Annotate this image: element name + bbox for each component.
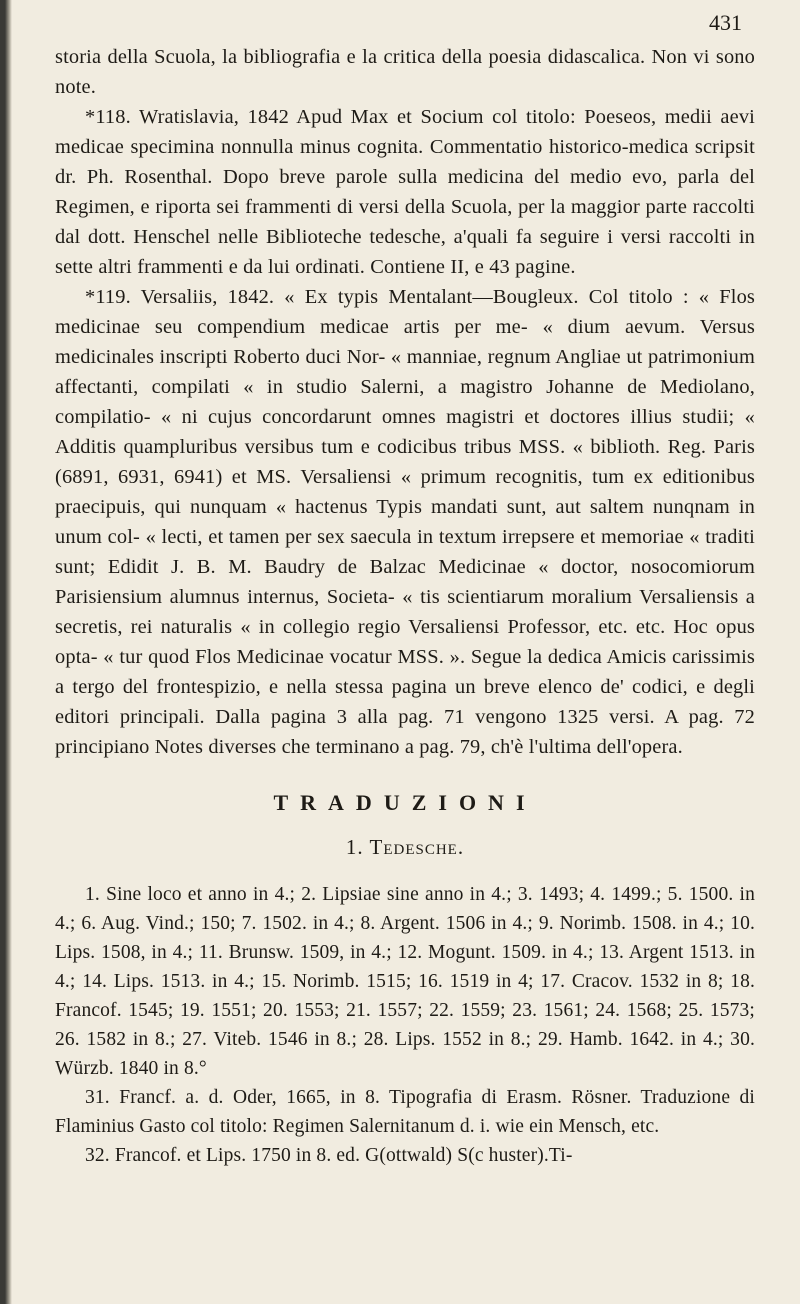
paragraph-intro: storia della Scuola, la bibliografia e la critica della poesia didascalica. Non vi sono note. <box>55 46 755 98</box>
section-heading: TRADUZIONI <box>273 790 537 815</box>
page-body <box>55 42 755 1170</box>
section-subheading: 1. Tedesche. <box>345 835 465 859</box>
entry-119: *119. Versaliis, 1842. « Ex typis Mentalant—Bougleux. Col titolo : « Flos medicinae seu compendium medicae artis per me- « dium aevum. Versus medicinales inscripti Roberto duci Nor- « manniae, regnum Angliae ut patrimonium affectanti, compilati « in studio Salerni, a magistro Johanne de Mediolano, compilatio- « ni cujus concordarunt omnes magistri et doctores illius studii; « Additis quampluribus versibus tum e codicibus tribus MSS. « biblioth. Reg. Paris (6891, 6931, 6941) et MS. Versaliensi « primum recognitis, tum ex editionibus praecipuis, qui nunquam « hactenus Typis mandati sunt, aut saltem nunqnam in unum col- « lecti, et tamen per sex saecula in textum irrepsere et memoriae « traditi sunt; Edidit J. B. M. Baudry de Balzac Medicinae « doctor, nosocomiorum Parisiensium alumnus internus, Societa- « tis scientiarum moralium Versaliensis a secretis, rei naturalis « in collegio regio Versaliensi Professor, etc. etc. Hoc opus opta- « tur quod Flos Medicinae vocatur MSS. ». Segue la dedica Amicis carissimis a tergo del frontespizio, e nella stessa pagina un breve elenco de' codici, e degli editori principali. Dalla pagina 3 alla pag. 71 vengono 1325 versi. A pag. 72 principiano Notes diverses che terminano a pag. 79, ch'è l'ultima dell'opera. <box>55 286 755 758</box>
translation-32: 32. Francof. et Lips. 1750 in 8. ed. G(ottwald) S(c huster).Ti- <box>85 1145 573 1166</box>
book-page <box>40 0 770 1304</box>
translation-31: 31. Francf. a. d. Oder, 1665, in 8. Tipografia di Erasm. Rösner. Traduzione di Flaminius Gasto col titolo: Regimen Salernitanum d. i. wie ein Mensch, etc. <box>55 1087 755 1137</box>
translations-list: 1. Sine loco et anno in 4.; 2. Lipsiae sine anno in 4.; 3. 1493; 4. 1499.; 5. 1500. in 4.; 6. Aug. Vind.; 150; 7. 1502. in 4.; 8. Argent. 1506 in 4.; 9. Norimb. 1508. in 4.; 10. Lips. 1508, in 4.; 11. Brunsw. 1509, in 4.; 12. Mogunt. 1509. in 4.; 13. Argent 1513. in 4.; 14. Lips. 1513. in 4.; 15. Norimb. 1515; 16. 1519 in 4; 17. Cracov. 1532 in 8; 18. Francof. 1545; 19. 1551; 20. 1553; 21. 1557; 22. 1559; 23. 1561; 24. 1568; 25. 1573; 26. 1582 in 8.; 27. Viteb. 1546 in 8.; 28. Lips. 1552 in 8.; 29. Hamb. 1642. in 4.; 30. Würzb. 1840 in 8.° <box>55 884 755 1079</box>
entry-118: *118. Wratislavia, 1842 Apud Max et Socium col titolo: Poeseos, medii aevi medicae specimina nonnulla minus cognita. Commentatio historico-medica scripsit dr. Ph. Rosenthal. Dopo breve parole sulla medicina del medio evo, parla del Regimen, e riporta sei frammenti di versi della Scuola, per la maggior parte raccolti dal dott. Henschel nelle Biblioteche tedesche, a'quali fa seguire i versi raccolti in sette altri frammenti e da lui ordinati. Contiene II, e 43 pagine. <box>55 106 755 278</box>
page-number: 431 <box>709 10 742 35</box>
book-binding-edge <box>0 0 12 1304</box>
